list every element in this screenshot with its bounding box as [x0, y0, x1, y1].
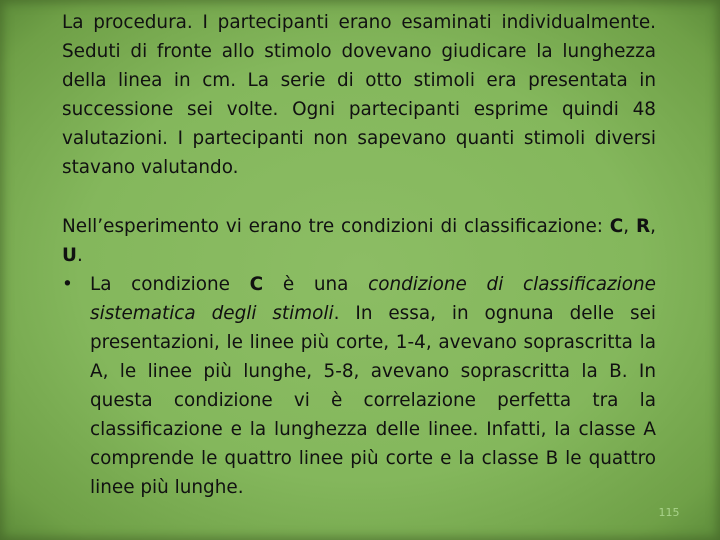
- bullet-emphasis: condizione di classificazione sistematica degli stimoli: [90, 273, 657, 324]
- bullet-lead: La condizione: [90, 273, 250, 295]
- bullet-item-condition-c: [62, 270, 656, 503]
- page-number: 115: [658, 506, 680, 519]
- bullet-marker: •: [62, 273, 73, 295]
- condition-c-label: C: [609, 215, 624, 237]
- conditions-intro: Nell’esperimento vi erano tre condizioni di classificazione:: [62, 215, 610, 237]
- bullet-condition-c: C: [249, 273, 264, 295]
- bullet-rest: . In essa, in ognuna delle sei presentazioni, le linee più corte, 1-4, avevano soprascritta la A, le linee più lunghe, 5-8, avevano soprascritta la B. In questa condizione vi è correlazione perfetta tra la classificazione e la lunghezza delle linee. Infatti, la classe A comprende le quattro linee più corte e la classe B le quattro linee più lunghe.: [90, 302, 656, 499]
- conditions-separator: ,: [623, 215, 636, 237]
- conditions-end: .: [76, 244, 83, 266]
- condition-r-label: R: [635, 215, 651, 237]
- bullet-mid: è una: [263, 273, 369, 295]
- slide-content: [62, 8, 656, 503]
- conditions-paragraph: [62, 212, 656, 270]
- conditions-separator: ,: [650, 215, 656, 237]
- procedure-paragraph: La procedura. I partecipanti erano esaminati individualmente. Seduti di fronte allo stimolo dovevano giudicare la lunghezza della linea in cm. La serie di otto stimoli era presentata in successione sei volte. Ogni partecipanti esprime quindi 48 valutazioni. I partecipanti non sapevano quanti stimoli diversi stavano valutando.: [62, 12, 656, 179]
- condition-u-label: U: [62, 244, 77, 266]
